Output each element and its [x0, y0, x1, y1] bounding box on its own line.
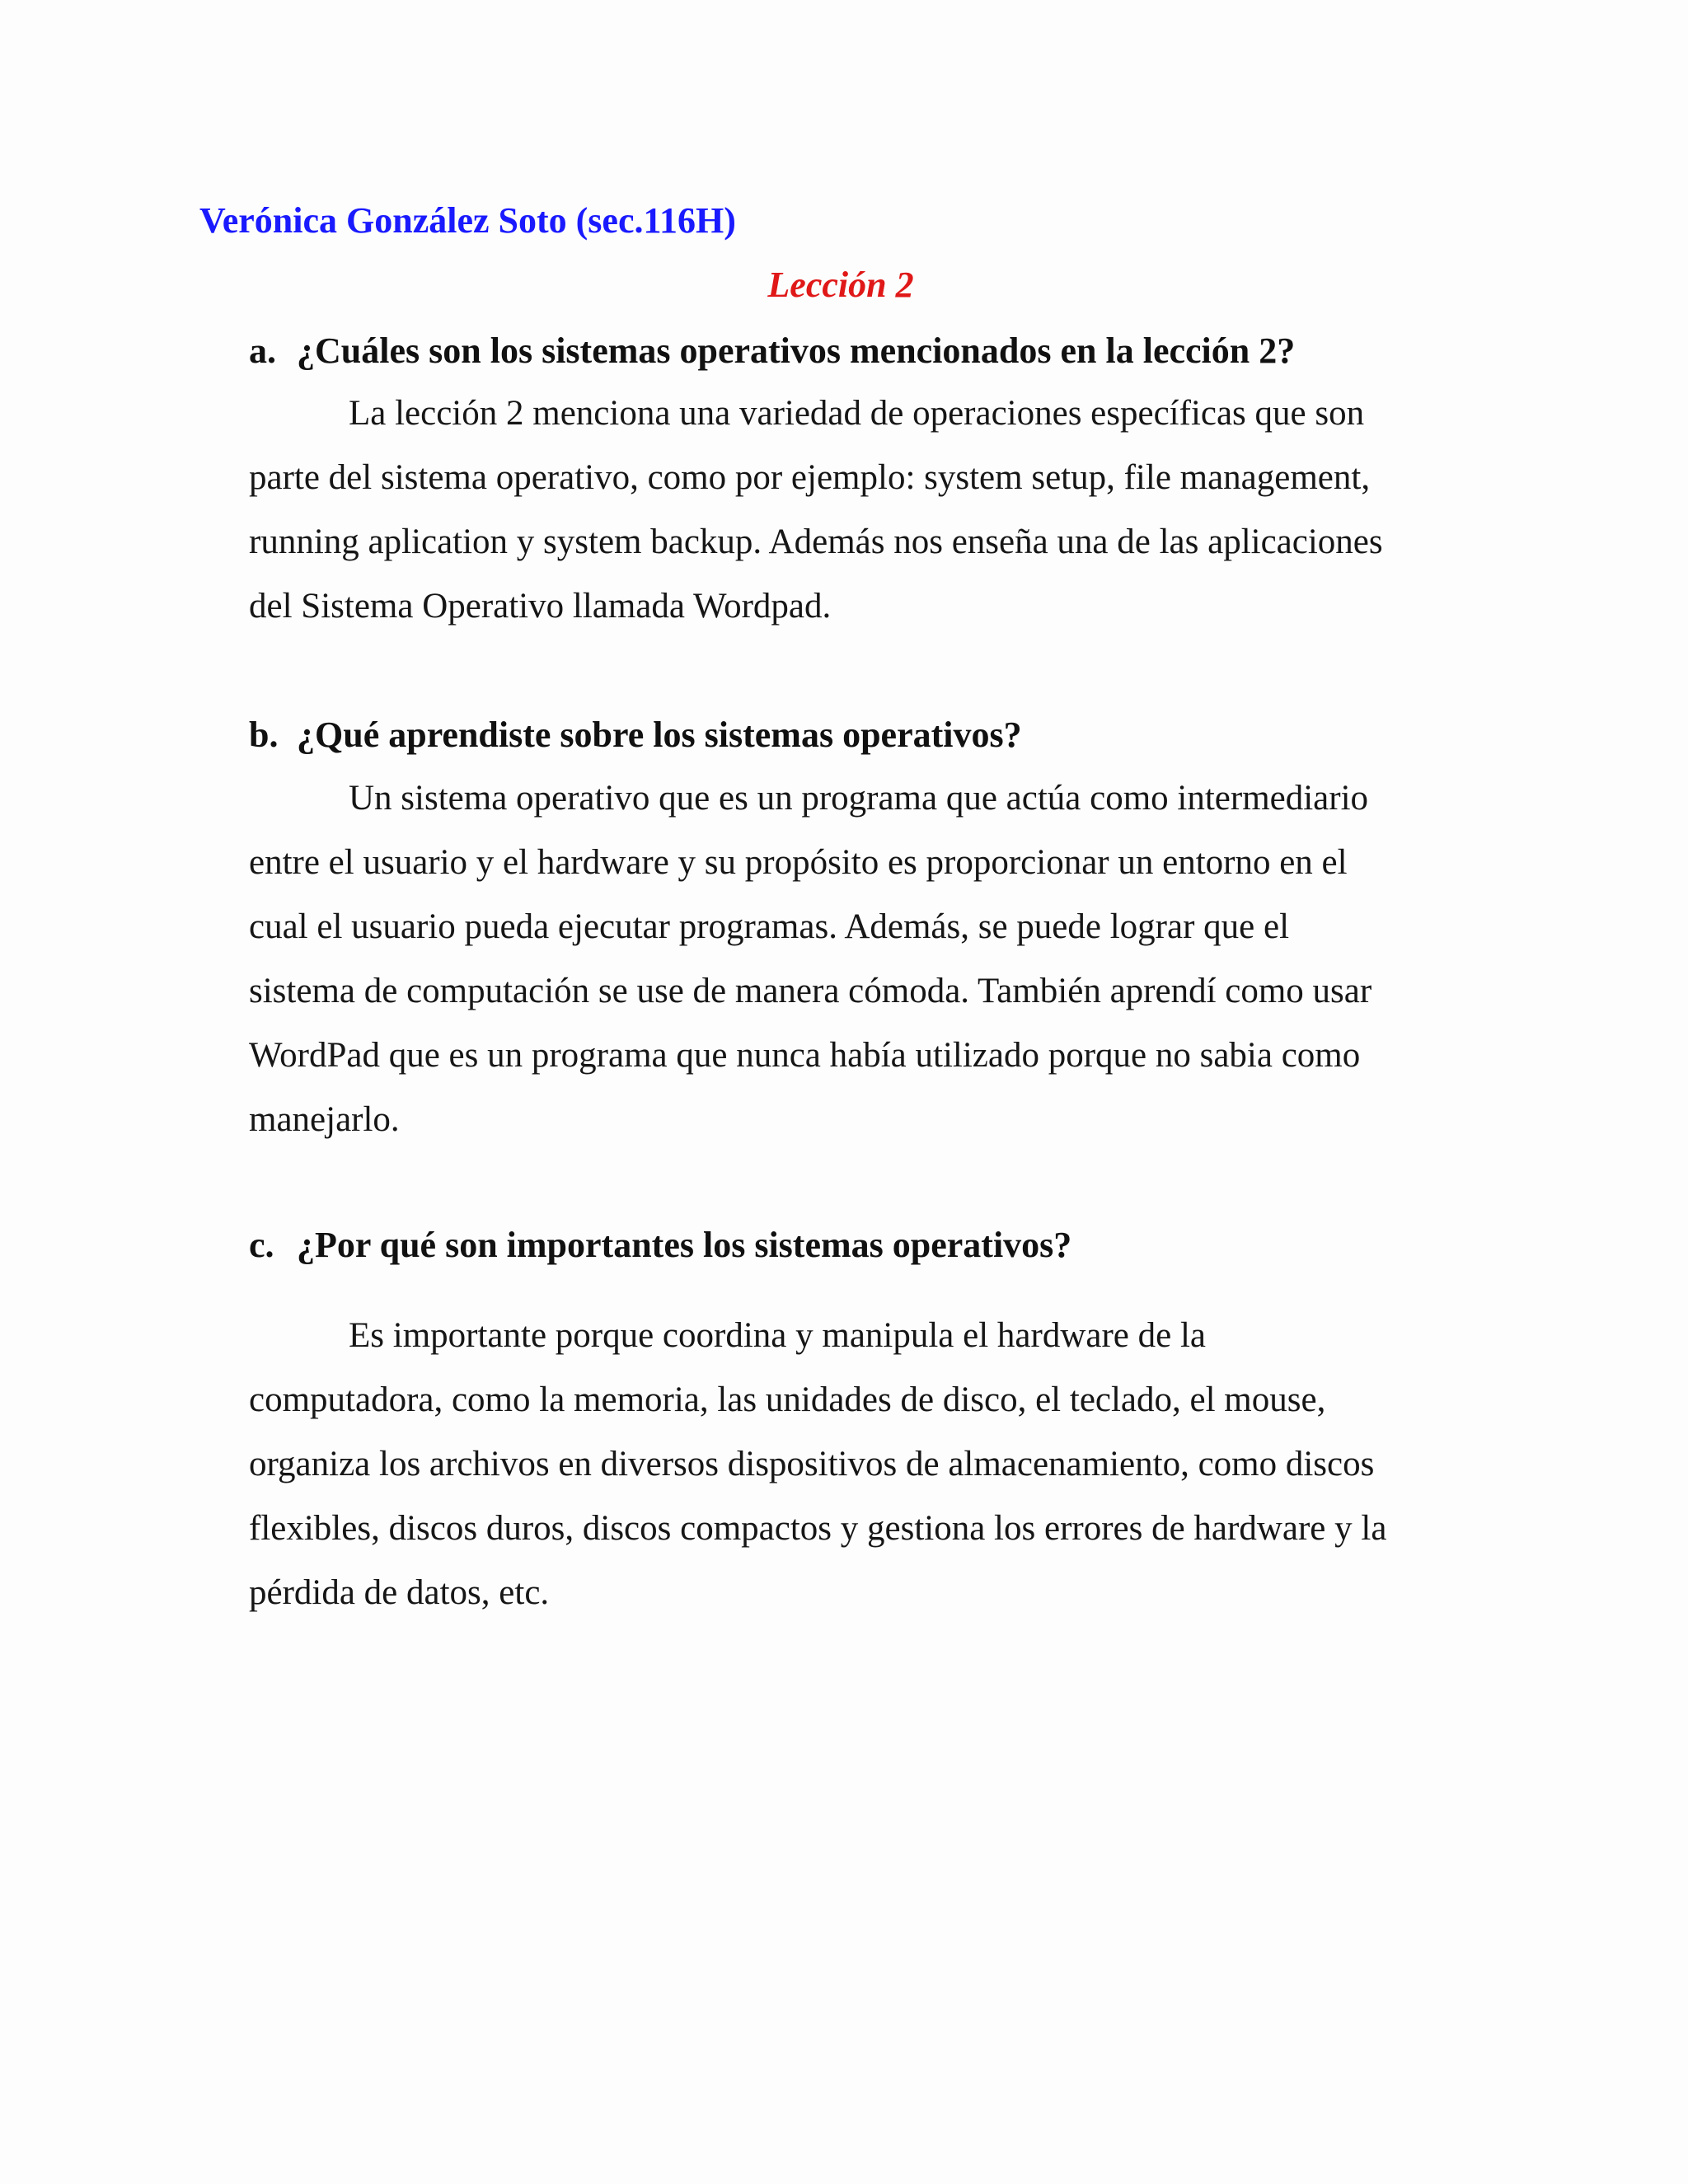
question-a-text: ¿Cuáles son los sistemas operativos mencionados en la lección 2? — [297, 330, 1296, 371]
answer-c-line-1: Es importante porque coordina y manipula el hardware de la — [349, 1316, 1206, 1355]
question-b — [249, 712, 1022, 758]
answer-a-line-1: La lección 2 menciona una variedad de operaciones específicas que son — [349, 394, 1365, 433]
question-b-marker: b. — [249, 715, 279, 755]
answer-b — [249, 766, 1372, 1152]
answer-b-line-3: cual el usuario pueda ejecutar programas. Además, se puede lograr que el — [249, 907, 1290, 946]
answer-c-line-5: pérdida de datos, etc. — [249, 1573, 550, 1612]
question-c — [249, 1222, 1071, 1268]
answer-c-line-2: computadora, como la memoria, las unidades de disco, el teclado, el mouse, — [249, 1380, 1326, 1419]
answer-b-line-5: WordPad que es un programa que nunca había utilizado porque no sabia como — [249, 1036, 1361, 1075]
answer-a-line-3: running aplication y system backup. Además nos enseña una de las aplicaciones — [249, 523, 1383, 561]
answer-c-line-3: organiza los archivos en diversos dispositivos de almacenamiento, como discos — [249, 1445, 1375, 1483]
question-c-marker: c. — [249, 1225, 274, 1265]
answer-b-line-4: sistema de computación se use de manera cómoda. También aprendí como usar — [249, 972, 1372, 1010]
answer-c-line-4: flexibles, discos duros, discos compactos y gestiona los errores de hardware y la — [249, 1509, 1387, 1548]
answer-c — [249, 1304, 1386, 1625]
question-b-text: ¿Qué aprendiste sobre los sistemas operativos? — [297, 715, 1022, 755]
answer-a — [249, 382, 1383, 639]
lesson-title — [0, 262, 1688, 308]
author-name: Verónica González Soto (sec.116H) — [199, 200, 736, 241]
question-c-text: ¿Por qué son importantes los sistemas operativos? — [297, 1225, 1072, 1265]
question-a-marker: a. — [249, 330, 276, 371]
answer-b-line-2: entre el usuario y el hardware y su propósito es proporcionar un entorno en el — [249, 843, 1348, 882]
question-a — [249, 328, 1295, 374]
answer-a-line-4: del Sistema Operativo llamada Wordpad. — [249, 587, 832, 626]
lesson-title-text: Lección 2 — [767, 265, 914, 305]
answer-b-line-1: Un sistema operativo que es un programa que actúa como intermediario — [349, 779, 1369, 818]
answer-b-line-6: manejarlo. — [249, 1100, 400, 1139]
answer-a-line-2: parte del sistema operativo, como por ejemplo: system setup, file management, — [249, 458, 1371, 497]
